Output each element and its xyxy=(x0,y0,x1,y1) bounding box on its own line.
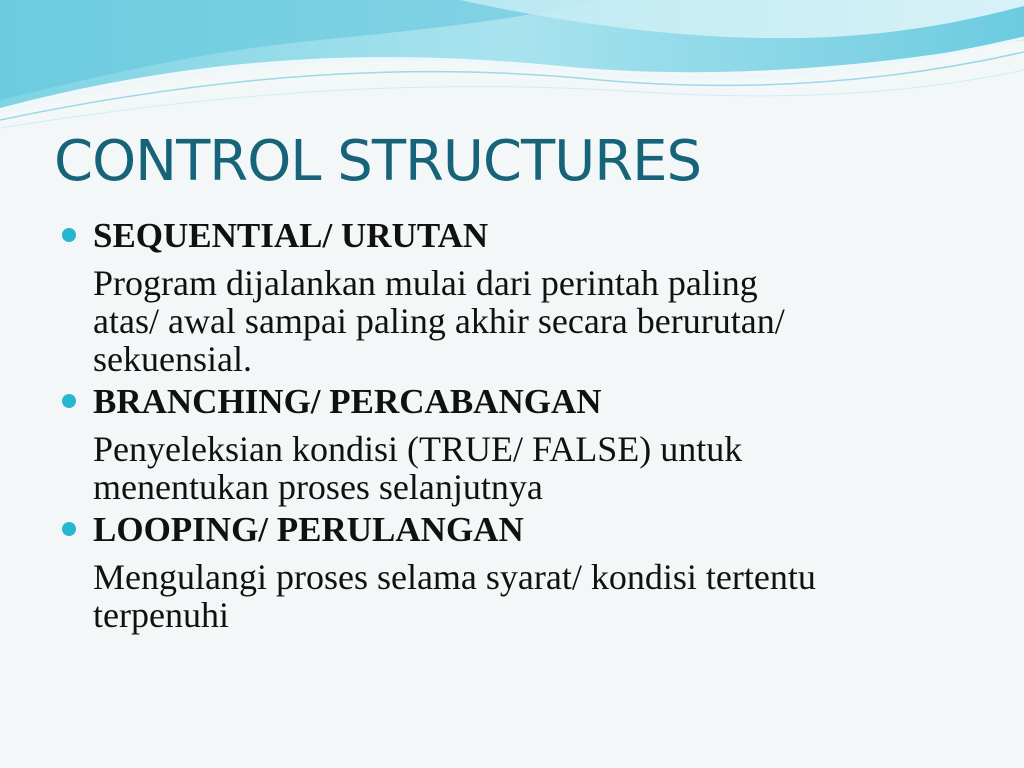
description-line: Program dijalankan mulai dari perintah paling xyxy=(93,263,758,303)
description-line: terpenuhi xyxy=(93,595,229,635)
item-heading: SEQUENTIAL/ URUTAN xyxy=(93,216,489,255)
description-line: atas/ awal sampai paling akhir secara berurutan/ xyxy=(93,301,785,341)
bullet-dot-icon xyxy=(62,228,76,242)
bullet-dot-icon xyxy=(62,522,76,536)
header-wave-decoration xyxy=(0,0,1024,130)
list-item xyxy=(62,380,992,506)
description-line: sekuensial. xyxy=(93,339,252,379)
description-line: Penyeleksian kondisi (TRUE/ FALSE) untuk xyxy=(93,429,743,469)
list-item xyxy=(62,508,992,634)
slide-title: CONTROL STRUCTURES xyxy=(54,129,702,194)
list-item xyxy=(62,214,992,378)
description-line: menentukan proses selanjutnya xyxy=(93,467,543,507)
bullet-dot-icon xyxy=(62,394,76,408)
item-description xyxy=(93,430,992,506)
item-description xyxy=(93,264,992,378)
item-description xyxy=(93,558,992,634)
item-heading: BRANCHING/ PERCABANGAN xyxy=(93,382,602,421)
item-heading: LOOPING/ PERULANGAN xyxy=(93,510,524,549)
bullet-list xyxy=(62,214,992,634)
description-line: Mengulangi proses selama syarat/ kondisi tertentu xyxy=(93,557,816,597)
